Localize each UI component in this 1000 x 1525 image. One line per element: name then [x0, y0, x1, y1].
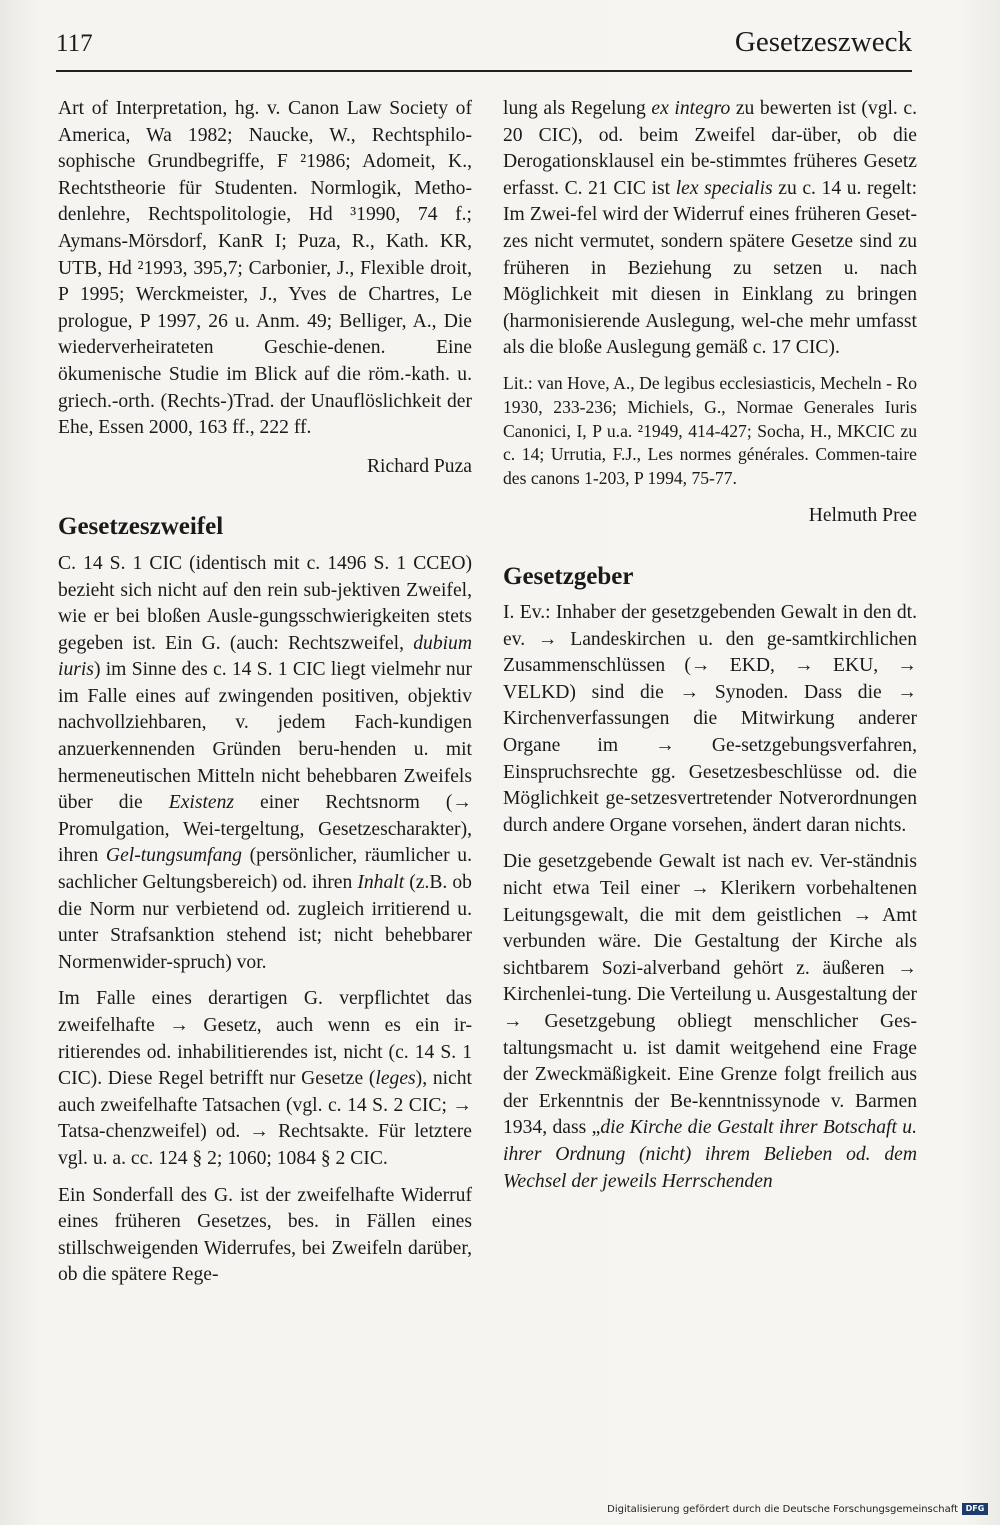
body-paragraph: Ein Sonderfall des G. ist der zweifelhafte Widerruf eines früheren Gesetzes, bes. in Fällen eines stillschweigenden Widerrufes, bei Zweifeln darüber, ob die spätere Rege- [58, 1184, 472, 1286]
body-paragraph: Im Falle eines derartigen G. verpflichtet das zweifelhafte → Gesetz, auch wenn es ein ir-ritierendes od. inhabilitierendes ist, nicht (c. 14 S. 1 CIC). Diese Regel betrifft nur Gesetze (leges), nicht auch zweifelhafte Tatsachen (vgl. c. 14 S. 2 CIC; → Tatsa-chenzweifel) od. → Rechtsakte. Für letztere vgl. u. a. cc. 124 § 2; 1060; 1084 § 2 CIC. [58, 988, 472, 1169]
header-rule [56, 70, 912, 72]
digitization-footer [607, 1503, 988, 1515]
article-heading: Gesetzgeber [503, 562, 634, 590]
left-column [58, 96, 472, 1289]
dfg-logo: DFG [962, 1503, 988, 1515]
body-paragraph: Die gesetzgebende Gewalt ist nach ev. Ver-ständnis nicht etwa Teil einer → Klerikern vorbehaltenen Leitungsgewalt, die mit dem geistlichen → Amt verbunden wäre. Die Gestaltung der Kirche als sichtbarem Sozi-alverband gehört z. äußeren → Kirchenlei-tung. Die Verteilung u. Ausgestaltung der → Gesetzgebung obliegt menschlicher Ges-taltungsmacht u. ist damit weitgehend eine Frage der Zweckmäßigkeit. Eine Grenze folgt freilich aus der Erkenntnis der Be-kenntnissynode v. Barmen 1934, dass „die Kirche die Gestalt ihrer Botschaft u. ihrer Ordnung (nicht) ihrem Belieben od. dem Wechsel der jeweils Herrschenden [503, 851, 918, 1192]
article-heading: Gesetzeszweifel [58, 513, 224, 541]
author-signature: Richard Puza [366, 455, 472, 477]
body-paragraph: lung als Regelung ex integro zu bewerten ist (vgl. c. 20 CIC), od. beim Zweifel dar-über, ob die Derogationsklausel ein be-stimmtes früheres Gesetz erfasst. C. 21 CIC ist lex specialis zu c. 14 u. regelt: Im Zwei-fel wird der Widerruf eines früheren Geset-zes nicht vermutet, sondern spätere Gesetze sind zu früheren in Beziehung zu setzen u. nach Möglichkeit mit diesen in Einklang zu bringen (harmonisierende Auslegung, wel-che mehr umfasst als die bloße Auslegung gemäß c. 17 CIC). [503, 98, 918, 359]
body-paragraph: I. Ev.: Inhaber der gesetzgebenden Gewalt in den dt. ev. → Landeskirchen u. den ge-samtkirchlichen Zusammenschlüssen (→ EKD, → EKU, → VELKD) sind die → Synoden. Dass die → Kirchenverfassungen die Mitwirkung anderer Organe im → Ge-setzgebungsverfahren, Einspruchsrechte gg. Gesetzesbeschlüsse od. die Möglichkeit ge-setzesvertretender Notverordnungen durch andere Organe vorsehen, ändert daran nichts. [503, 602, 917, 836]
body-paragraph: C. 14 S. 1 CIC (identisch mit c. 1496 S. 1 CCEO) bezieht sich nicht auf den rein sub-jektiven Zweifel, wie er bei bloßen Ausle-gungsschwierigkeiten stets gegeben ist. Ein G. (auch: Rechtszweifel, dubium iuris) im Sinne des c. 14 S. 1 CIC liegt vielmehr nur im Falle eines auf zwingenden positiven, objektiv nachvollziehbaren, v. jedem Fach-kundigen anzuerkennenden Gründen beru-henden u. mit hermeneutischen Mitteln nicht behebbaren Zweifels über die Existenz einer Rechtsnorm (→ Promulgation, Wei-tergeltung, Gesetzescharakter), ihren Gel-tungsumfang (persönlicher, räumlicher u. sachlicher Geltungsbereich) od. ihren Inhalt (z.B. ob die Norm nur verbietend od. zugleich irritierend u. unter Strafsanktion stehend ist; nicht behebbarer Normenwider-spruch) vor. [58, 552, 472, 973]
page-number: 117 [56, 30, 93, 57]
right-column [503, 96, 917, 1195]
running-head: Gesetzeszweck [734, 26, 912, 58]
literature-paragraph: Lit.: van Hove, A., De legibus ecclesiasticis, Mecheln - Ro 1930, 233-236; Michiels, G., Normae Generales Iuris Canonici, I, P u.a. ²1949, 414-427; Socha, H., MKCIC zu c. 14; Urrutia, F.J., Les normes générales. Commen-taire des canons 1-203, P 1994, 75-77. [503, 372, 917, 489]
bibliography-paragraph: Art of Interpretation, hg. v. Canon Law Society of America, Wa 1982; Naucke, W., Rechtsphilo-sophische Grundbegriffe, F ²1986; Adomeit, K., Rechtstheorie für Studenten. Normlogik, Metho-denlehre, Rechtspolitologie, Hd ³1990, 74 f.; Aymans-Mörsdorf, KanR I; Puza, R., Kath. KR, UTB, Hd ²1993, 395,7; Carbonier, J., Flexible droit, P 1995; Werckmeister, J., Yves de Chartres, Le prologue, P 1997, 26 u. Anm. 49; Belliger, A., Die wiederverheirateten Geschie-denen. Eine ökumenische Studie im Blick auf die röm.-kath. u. griech.-orth. (Rechts-)Trad. der Unauflöslichkeit der Ehe, Essen 2000, 163 ff., 222 ff. [58, 98, 472, 439]
author-signature: Helmuth Pree [808, 504, 917, 526]
footer-text: Digitalisierung gefördert durch die Deutsche Forschungsgemeinschaft [607, 1503, 958, 1515]
